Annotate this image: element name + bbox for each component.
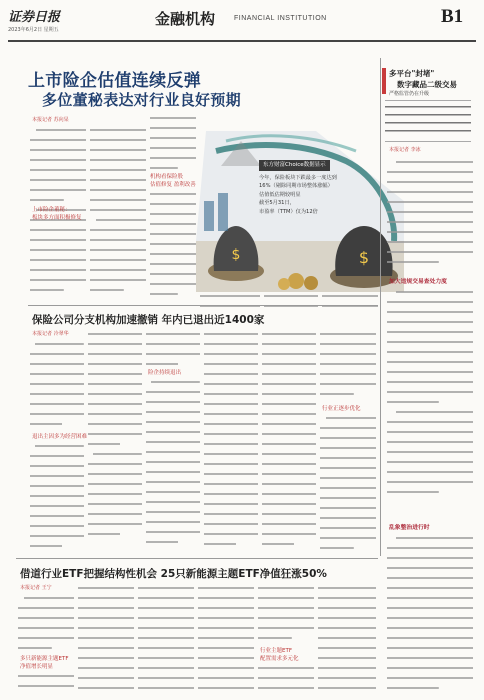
bottom-subhead-3: 行业主题ETF [260,648,292,654]
bottom-text-col-3 [138,584,194,698]
newspaper-logo: 证券日报 [8,10,61,25]
infographic-callout [259,160,371,260]
sidebar-lead-box [385,100,471,142]
bottom-text-col-2 [78,584,134,698]
callout-line-3: 估值低估期较明显 [259,191,301,198]
bottom-text-col-1b [18,672,74,698]
bottom-text-col-5b [258,664,314,698]
callout-line-2: 16%（剔除同期市场整体涨幅） [259,183,333,189]
mid-subhead-1: 退出主因多为经营困难 [32,434,88,440]
sidebar-title-line2: 数字藏品二级交易 [397,80,457,89]
section-title-en: FINANCIAL INSTITUTION [234,15,327,22]
sidebar-divider [380,58,381,556]
mid-text-col-3 [146,330,200,366]
bottom-subhead-4: 配置需求多元化 [260,656,299,662]
mid-text-col-1b [30,442,84,554]
page-number: B1 [441,6,464,27]
mid-subhead-3: 行业正逐步优化 [322,406,361,412]
callout-line-5: 市盈率（TTM）仅为12倍 [259,208,318,215]
masthead-rule [8,40,476,42]
sidebar-title-line1: 多平台"封堵" [389,69,435,78]
bottom-text-col-1 [18,594,74,650]
bottom-subhead-2: 净值增长明显 [20,664,54,670]
bottom-subhead-1: 多只新能源主题ETF [20,656,69,662]
lead-subhead-4: 估值修复 盈利改善 [150,182,196,188]
mid-byline: 本报记者 冷翠华 [32,331,69,337]
lead-byline: 本报记者 苏向杲 [32,117,69,123]
bottom-text-col-4 [198,584,254,698]
mid-top-rule [28,305,378,306]
svg-text:$: $ [358,248,370,267]
sidebar-section-1: 加大违规交易查处力度 [389,279,447,285]
lead-subhead-2: 板块多方面积极修复 [32,215,82,221]
sidebar-section-2: 乱象整治进行时 [389,525,430,531]
lead-headline-line1: 上市险企估值连续反弹 [28,71,201,91]
lead-subhead-3: 机构看保险股 [150,174,184,180]
bottom-headline: 借道行业ETF把握结构性机会 25只新能源主题ETF净值狂涨50% [20,568,327,580]
lead-text-col-4 [200,292,260,312]
mid-headline: 保险公司分支机构加速撤销 年内已退出近1400家 [32,314,265,326]
sidebar-accent-bar [382,68,386,94]
callout-title: 东方财富Choice数据显示 [259,160,330,171]
mid-text-col-6b [320,414,376,554]
bottom-text-col-6 [318,584,376,698]
mid-text-col-4 [204,330,258,554]
mid-text-col-3b [146,378,200,554]
lead-text-col-2 [90,126,146,304]
bottom-text-col-5 [258,584,314,644]
bottom-top-rule [16,558,378,559]
callout-line-4: 截至5月31日， [259,200,295,206]
lead-text-col-3b [150,190,196,304]
bottom-byline: 本报记者 王宁 [20,585,52,591]
sidebar-text-2 [387,288,473,518]
mid-text-col-2 [88,330,142,554]
lead-text-col-6 [322,292,378,312]
svg-text:$: $ [231,247,241,263]
lead-subhead-1: 上市险企董秘： [32,207,71,213]
masthead [0,0,484,42]
sidebar-text-3 [387,534,473,694]
sidebar-byline: 本报记者 李冰 [389,147,421,153]
section-title: 金融机构 [155,10,216,28]
callout-line-1: 今年，保险板块下跌最多一度达到 [259,174,337,181]
sidebar-text-1 [387,158,473,270]
lead-headline-line2: 多位董秘表达对行业良好预期 [42,91,241,109]
sidebar-subtitle: 严格监管仍在升级 [389,91,430,97]
mid-text-col-6 [320,330,376,400]
mid-text-col-1 [30,340,84,430]
mid-text-col-5 [262,330,316,554]
issue-date: 2023年6月2日 星期五 [8,27,59,33]
mid-subhead-2: 险企持续退出 [148,370,182,376]
lead-text-col-5 [264,292,318,312]
